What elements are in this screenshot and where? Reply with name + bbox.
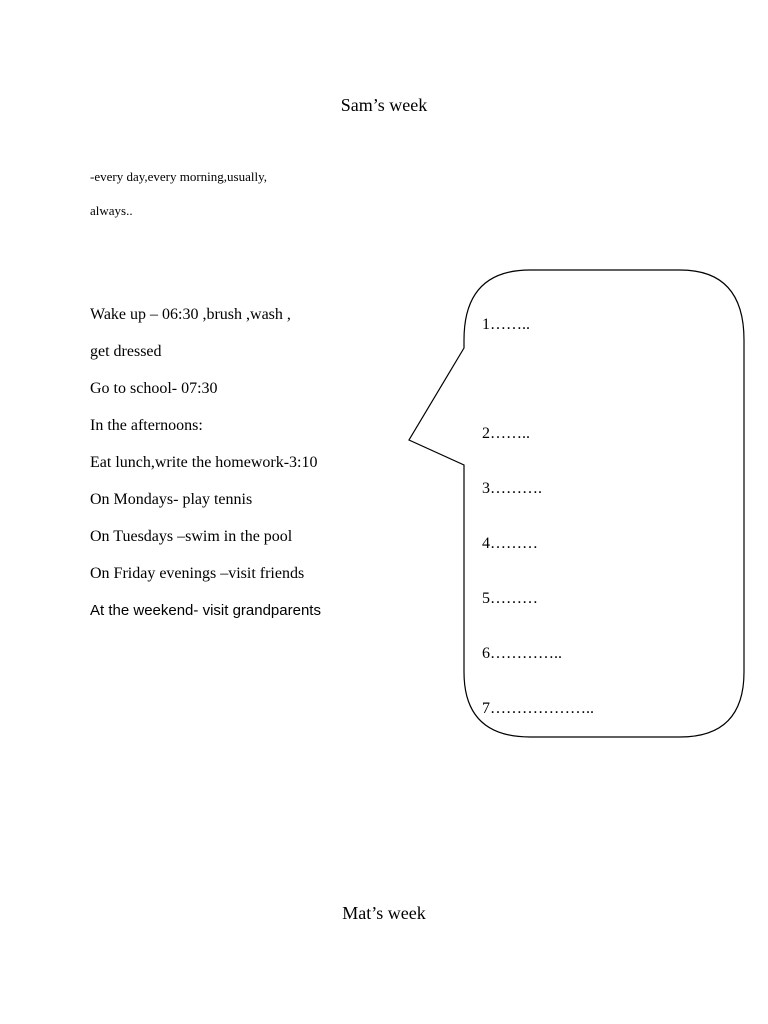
schedule-item: On Friday evenings –visit friends <box>90 565 305 582</box>
answer-blank: 5……… <box>482 590 538 607</box>
answer-blank: 2…….. <box>482 425 530 442</box>
answer-blank: 4……… <box>482 535 538 552</box>
hint-line: always.. <box>90 203 133 218</box>
answer-blank: 3………. <box>482 480 542 497</box>
schedule-item: On Tuesdays –swim in the pool <box>90 528 293 545</box>
section-title: Mat’s week <box>342 903 426 923</box>
schedule-item: In the afternoons: <box>90 417 203 434</box>
schedule-item: At the weekend- visit grandparents <box>90 602 321 619</box>
answer-blank: 1…….. <box>482 316 530 333</box>
schedule-item: Go to school- 07:30 <box>90 380 218 397</box>
hint-line: -every day,every morning,usually, <box>90 169 268 184</box>
schedule-item: Wake up – 06:30 ,brush ,wash , <box>90 306 291 323</box>
answer-blank: 6………….. <box>482 645 562 662</box>
answer-blank: 7……………….. <box>482 700 594 717</box>
schedule-item: get dressed <box>90 343 162 360</box>
schedule-item: On Mondays- play tennis <box>90 491 253 508</box>
page-title: Sam’s week <box>340 95 428 115</box>
schedule-item: Eat lunch,write the homework-3:10 <box>90 454 318 471</box>
